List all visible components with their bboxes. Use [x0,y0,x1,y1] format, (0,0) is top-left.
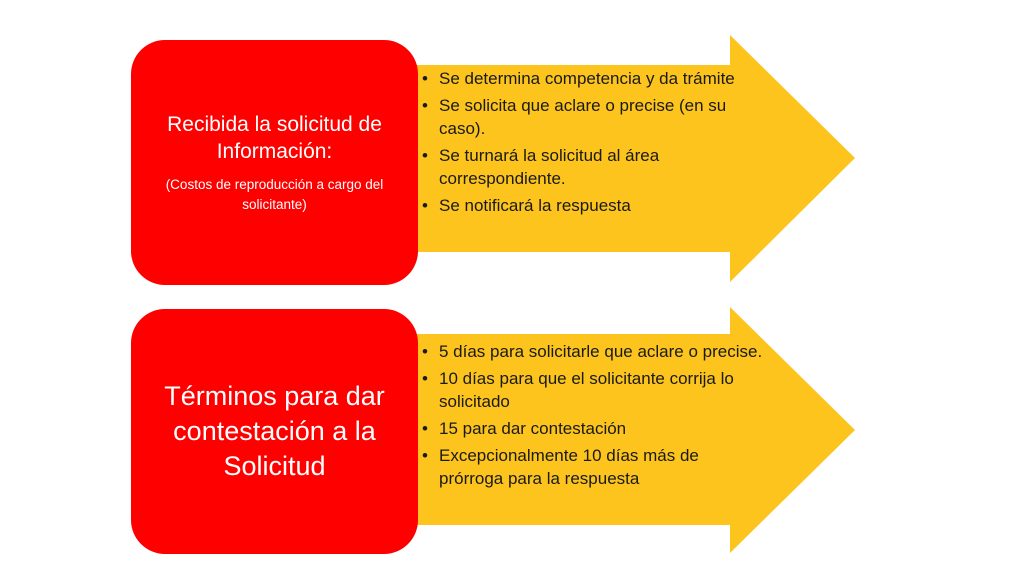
step-title: Términos para dar contestación a la Solicitud [164,380,385,482]
list-item: • 15 para dar contestación [420,417,765,440]
list-item: • Se turnará la solicitud al área correspondiente. [420,144,760,190]
step-box-terms [131,309,418,554]
terms-bullet-list [420,340,765,494]
step-bullet-list [420,67,760,221]
step-box-received [131,40,418,285]
step-title: Recibida la solicitud de Información: [167,112,382,163]
list-item: • Excepcionalmente 10 días más de prórroga para la respuesta [420,444,765,490]
step-subtitle: (Costos de reproducción a cargo del solicitante) [165,177,384,212]
list-item: • Se solicita que aclare o precise (en su caso). [420,94,760,140]
list-item: • Se determina competencia y da trámite [420,67,760,90]
list-item: • 10 días para que el solicitante corrija lo solicitado [420,367,765,413]
list-item: • 5 días para solicitarle que aclare o precise. [420,340,765,363]
list-item: • Se notificará la respuesta [420,194,760,217]
